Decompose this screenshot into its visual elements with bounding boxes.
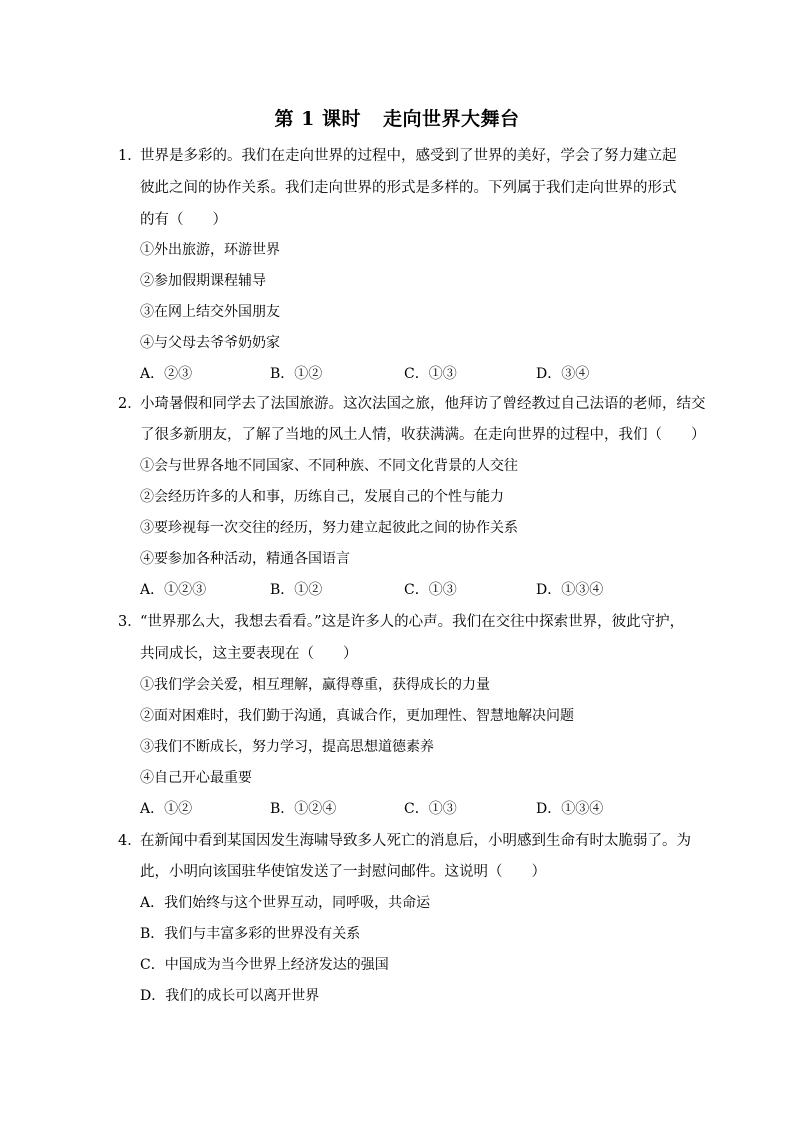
statement-option: ①外出旅游，环游世界 bbox=[140, 242, 280, 258]
choice-b: B．①② bbox=[270, 366, 323, 382]
choice-d: D．③④ bbox=[536, 366, 590, 382]
choice-b: B．我们与丰富多彩的世界没有关系 bbox=[140, 926, 361, 942]
lesson-number: 第 1 课时 bbox=[274, 108, 361, 130]
choice-a: A．我们始终与这个世界互动，同呼吸，共命运 bbox=[140, 895, 431, 911]
question-text: 的有（ ） bbox=[140, 212, 227, 228]
question-text: 共同成长，这主要表现在（ ） bbox=[140, 646, 358, 662]
choice-c: C．①③ bbox=[404, 801, 457, 817]
lesson-name: 走向世界大舞台 bbox=[382, 108, 520, 130]
statement-option: ①会与世界各地不同国家、不同种族、不同文化背景的人交往 bbox=[140, 458, 518, 474]
choice-c: C．①③ bbox=[404, 582, 457, 598]
question-number: 1． bbox=[118, 148, 142, 164]
question-text: 世界是多彩的。我们在走向世界的过程中，感受到了世界的美好，学会了努力建立起 bbox=[140, 148, 677, 164]
question-number: 3． bbox=[118, 614, 142, 630]
statement-option: ②面对困难时，我们勤于沟通，真诚合作，更加理性、智慧地解决问题 bbox=[140, 708, 574, 724]
page-title bbox=[0, 104, 794, 131]
answer-choices bbox=[140, 799, 680, 819]
question-text: 在新闻中看到某国因发生海啸导致多人死亡的消息后，小明感到生命有时太脆弱了。为 bbox=[140, 833, 691, 849]
choice-a: A．①② bbox=[140, 801, 193, 817]
question-number: 2． bbox=[118, 396, 142, 412]
statement-option: ①我们学会关爱，相互理解，赢得尊重，获得成长的力量 bbox=[140, 677, 490, 693]
choice-b: B．①②④ bbox=[270, 801, 337, 817]
statement-option: ②会经历许多的人和事，历练自己，发展自己的个性与能力 bbox=[140, 489, 504, 505]
choice-b: B．①② bbox=[270, 582, 323, 598]
question-text: 此，小明向该国驻华使馆发送了一封慰问邮件。这说明（ ） bbox=[140, 864, 546, 880]
question-text: 彼此之间的协作关系。我们走向世界的形式是多样的。下列属于我们走向世界的形式 bbox=[140, 180, 677, 196]
statement-option: ③我们不断成长，努力学习，提高思想道德素养 bbox=[140, 739, 434, 755]
statement-option: ②参加假期课程辅导 bbox=[140, 273, 266, 289]
choice-a: A．②③ bbox=[140, 366, 193, 382]
choice-c: C．中国成为当今世界上经济发达的强国 bbox=[140, 957, 389, 973]
answer-choices bbox=[140, 364, 680, 384]
choice-c: C．①③ bbox=[404, 366, 457, 382]
choice-d: D．①③④ bbox=[536, 801, 604, 817]
statement-option: ④与父母去爷爷奶奶家 bbox=[140, 335, 280, 351]
statement-option: ③在网上结交外国朋友 bbox=[140, 304, 280, 320]
choice-d: D．①③④ bbox=[536, 582, 604, 598]
answer-choices bbox=[140, 580, 680, 600]
statement-option: ④要参加各种活动，精通各国语言 bbox=[140, 551, 350, 567]
question-text: “世界那么大，我想去看看。”这是许多人的心声。我们在交往中探索世界，彼此守护， bbox=[140, 614, 685, 630]
statement-option: ③要珍视每一次交往的经历，努力建立起彼此之间的协作关系 bbox=[140, 520, 518, 536]
statement-option: ④自己开心最重要 bbox=[140, 770, 252, 786]
question-number: 4． bbox=[118, 833, 142, 849]
choice-d: D．我们的成长可以离开世界 bbox=[140, 988, 320, 1004]
question-text: 小琦暑假和同学去了法国旅游。这次法国之旅，他拜访了曾经教过自己法语的老师，结交 bbox=[140, 396, 706, 412]
choice-a: A．①②③ bbox=[140, 582, 207, 598]
question-text: 了很多新朋友，了解了当地的风土人情，收获满满。在走向世界的过程中，我们（ ） bbox=[140, 427, 706, 443]
